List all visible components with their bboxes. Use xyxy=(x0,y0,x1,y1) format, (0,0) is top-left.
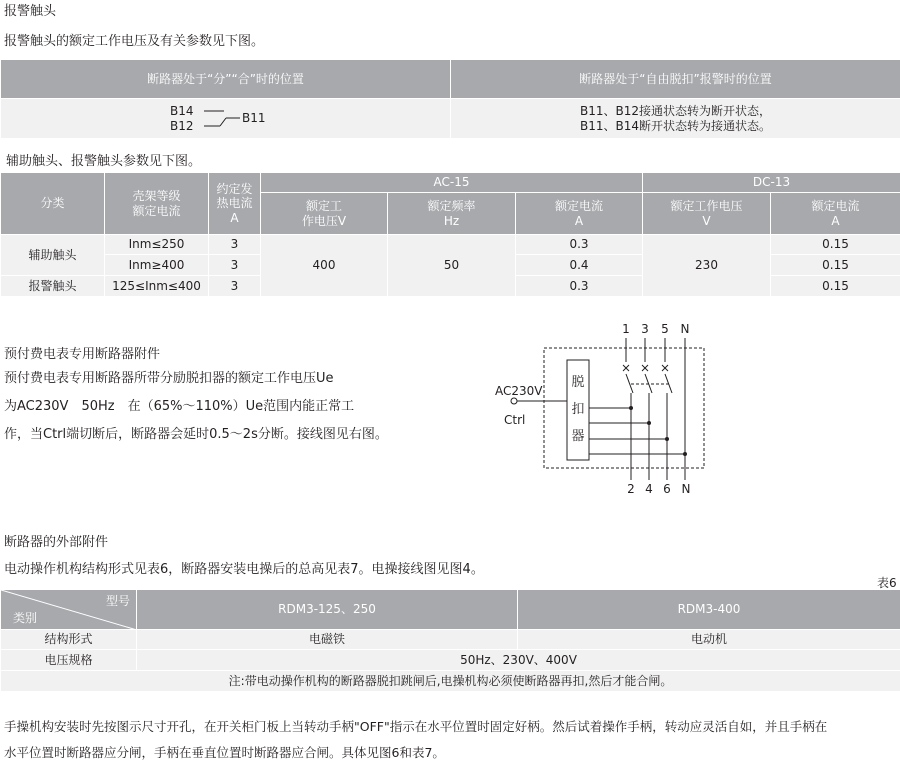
trip-char-1: 脱 xyxy=(571,375,585,390)
row2-frame: Inm≥400 xyxy=(105,255,209,276)
model1-header: RDM3-125、250 xyxy=(137,590,518,630)
footer-line1: 手操机构安装时先按图示尺寸开孔，在开关柜门板上当转动手柄"OFF"指示在水平位置时固定好柄。然后试着操作手柄，转动应灵活自如，并且手柄在 xyxy=(4,719,828,734)
row1-frame: Inm≤250 xyxy=(105,235,209,255)
table6-label: 表6 xyxy=(877,576,897,590)
dc-voltage-value: 230 xyxy=(643,235,771,297)
terminal-n-top-label: N xyxy=(680,322,690,336)
header-frame-current: 壳架等级 额定电流 xyxy=(105,173,209,235)
row-category-alarm: 报警触头 xyxy=(1,276,105,297)
prepaid-line3: 作，当Ctrl端切断后，断路器会延时0.5～2s分断。接线图见右图。 xyxy=(4,427,388,442)
terminal-3-label: 3 xyxy=(641,322,649,336)
alarm-contact-table xyxy=(0,59,900,139)
b12-label: B12 xyxy=(169,118,194,133)
terminal-1-label: 1 xyxy=(622,322,630,336)
terminal-2-label: 2 xyxy=(627,482,635,496)
contact-crosses xyxy=(623,365,668,371)
prepaid-line2: 为AC230V 50Hz 在（65%～110%）Ue范围内能正常工 xyxy=(4,399,355,414)
ctrl-label: Ctrl xyxy=(504,413,526,427)
row2-dc-current: 0.15 xyxy=(771,255,900,276)
section-heading-alarm-contact: 报警触头 xyxy=(4,4,57,19)
contact-blade xyxy=(220,118,226,126)
alarm-col2-header: 断路器处于“自由脱扣”报警时的位置 xyxy=(451,60,900,99)
alarm-contact-intro: 报警触头的额定工作电压及有关参数见下图。 xyxy=(4,34,265,49)
ctrl-terminal xyxy=(511,398,517,404)
b11-label: B11 xyxy=(241,110,266,125)
junction-n xyxy=(683,452,687,456)
alarm-contact-diagram xyxy=(166,102,286,136)
row1-thermal: 3 xyxy=(209,235,261,255)
prepaid-heading: 预付费电表专用断路器附件 xyxy=(4,347,161,362)
alarm-state-cell xyxy=(451,99,900,139)
header-ac-voltage: 额定工 作电压V xyxy=(261,193,388,235)
struct-value-1: 电磁铁 xyxy=(137,630,518,650)
terminal-6-label: 6 xyxy=(663,482,671,496)
wiring-diagram xyxy=(490,318,720,498)
external-accessory-heading: 断路器的外部附件 xyxy=(4,535,109,550)
prepaid-line1: 预付费电表专用断路器所带分励脱扣器的额定工作电压Ue xyxy=(4,371,334,386)
alarm-state-line1: B11、B12接通状态转为断开状态， xyxy=(579,104,771,119)
junction-3 xyxy=(665,437,669,441)
header-ac15: AC-15 xyxy=(261,173,643,193)
row3-frame: 125≤Inm≤400 xyxy=(105,276,209,297)
row2-thermal: 3 xyxy=(209,255,261,276)
header-ac-current: 额定电流 A xyxy=(516,193,643,235)
row3-dc-current: 0.15 xyxy=(771,276,900,297)
aux-contact-intro: 辅助触头、报警触头参数见下图。 xyxy=(6,154,202,169)
voltage-label: 电压规格 xyxy=(1,650,137,671)
header-dc13: DC-13 xyxy=(643,173,900,193)
motor-operator-note: 注:带电动操作机构的断路器脱扣跳闸后,电操机构必须使断路器再扣,然后才能合闸。 xyxy=(1,671,900,692)
ac-frequency-value: 50 xyxy=(388,235,516,297)
footer-line2: 水平位置时断路器应分闸，手柄在垂直位置时断路器应合闸。具体见图6和表7。 xyxy=(4,745,445,760)
corner-model-label: 型号 xyxy=(105,594,130,608)
aux-contact-table xyxy=(0,172,900,297)
header-thermal-current: 约定发 热电流 A xyxy=(209,173,261,235)
alarm-position-diagram-cell xyxy=(1,99,451,139)
struct-value-2: 电动机 xyxy=(518,630,900,650)
terminal-5-label: 5 xyxy=(661,322,669,336)
terminal-n-bottom-label: N xyxy=(681,482,691,496)
row3-thermal: 3 xyxy=(209,276,261,297)
header-dc-voltage: 额定工作电压 V xyxy=(643,193,771,235)
voltage-value: 50Hz、230V、400V xyxy=(137,650,900,671)
row1-dc-current: 0.15 xyxy=(771,235,900,255)
junction-1 xyxy=(629,406,633,410)
header-category xyxy=(1,173,105,235)
b14-label: B14 xyxy=(169,103,194,118)
corner-header-cell xyxy=(1,590,137,630)
motor-operator-table xyxy=(0,589,900,692)
trip-char-2: 扣 xyxy=(571,402,585,417)
row2-ac-current: 0.4 xyxy=(516,255,643,276)
alarm-state-line2: B11、B14断开状态转为接通状态。 xyxy=(579,118,771,133)
ac-voltage-value: 400 xyxy=(261,235,388,297)
row3-ac-current: 0.3 xyxy=(516,276,643,297)
junction-2 xyxy=(647,421,651,425)
ac230v-label: AC230V xyxy=(495,384,543,398)
terminal-4-label: 4 xyxy=(645,482,653,496)
header-category-text: 分类 xyxy=(40,196,65,211)
row-category-aux: 辅助触头 xyxy=(1,235,105,276)
corner-category-label: 类别 xyxy=(13,610,38,625)
header-dc-current: 额定电流 A xyxy=(771,193,900,235)
struct-label: 结构形式 xyxy=(1,630,137,650)
alarm-col1-header: 断路器处于“分”“合”时的位置 xyxy=(1,60,451,99)
external-accessory-intro: 电动操作机构结构形式见表6，断路器安装电操后的总高见表7。电操接线图见图4。 xyxy=(4,562,484,577)
row1-ac-current: 0.3 xyxy=(516,235,643,255)
trip-char-3: 器 xyxy=(571,429,585,444)
header-ac-frequency: 额定频率 Hz xyxy=(388,193,516,235)
model2-header: RDM3-400 xyxy=(518,590,900,630)
